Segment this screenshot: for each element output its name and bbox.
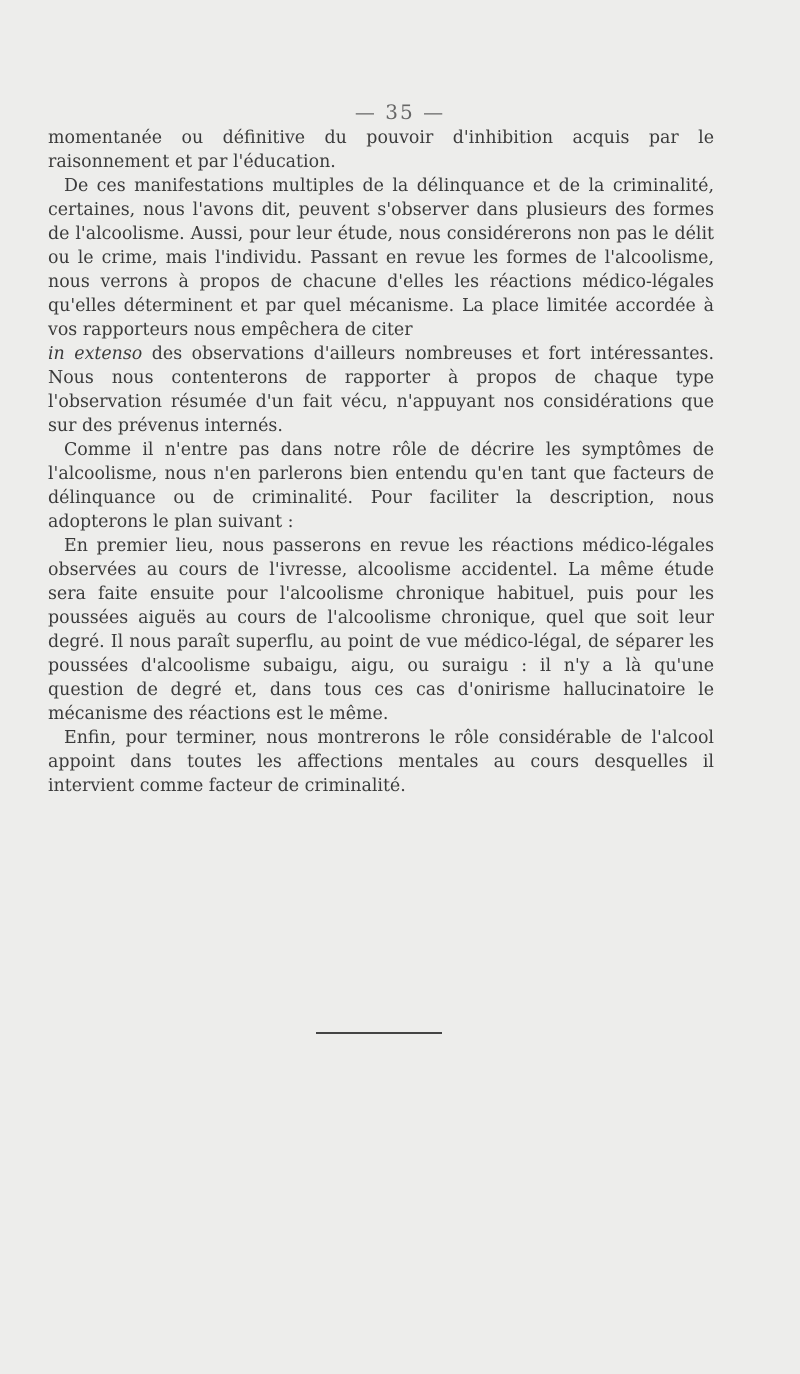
body-text: [48, 126, 714, 798]
paragraph-2-continued-text: des observations d'ailleurs nombreuses et fort intéressantes. Nous nous contenterons de rapporter à propos de chaque type l'observation résumée d'un fait vécu, n'appuyant nos considérations que sur des prévenus internés.: [48, 344, 714, 436]
paragraph-3: Comme il n'entre pas dans notre rôle de décrire les symptômes de l'alcoolisme, nous n'en parlerons bien entendu qu'en tant que facteurs de délinquance ou de criminalité. Pour faciliter la description, nous adopterons le plan suivant :: [48, 440, 714, 532]
paragraph-4: En premier lieu, nous passerons en revue les réactions médico-légales observées au cours de l'ivresse, alcoolisme accidentel. La même étude sera faite ensuite pour l'alcoolisme chronique habituel, puis pour les poussées aiguës au cours de l'alcoolisme chronique, quel que soit leur degré. Il nous paraît superflu, au point de vue médico-légal, de séparer les poussées d'alcoolisme subaigu, aigu, ou suraigu : il n'y a là qu'une question de degré et, dans tous ces cas d'onirisme hallucinatoire le mécanisme des réactions est le même.: [48, 536, 714, 724]
paragraph-5: Enfin, pour terminer, nous montrerons le rôle considérable de l'alcool appoint dans toutes les affections mentales au cours desquelles il intervient comme facteur de criminalité.: [48, 728, 714, 796]
paragraph-1: momentanée ou définitive du pouvoir d'inhibition acquis par le raisonnement et par l'éducation.: [48, 128, 714, 172]
paragraph-2-continued: [48, 342, 714, 438]
section-end-rule: [316, 1032, 442, 1034]
paragraph-2: De ces manifestations multiples de la délinquance et de la criminalité, certaines, nous l'avons dit, peuvent s'observer dans plusieurs des formes de l'alcoolisme. Aussi, pour leur étude, nous considérerons non pas le délit ou le crime, mais l'individu. Passant en revue les formes de l'alcoolisme, nous verrons à propos de chacune d'elles les réactions médico-légales qu'elles déterminent et par quel mécanisme. La place limitée accordée à vos rapporteurs nous empêchera de citer: [48, 176, 714, 340]
page-number: — 35 —: [354, 100, 446, 124]
italic-phrase: in extenso: [48, 344, 143, 364]
